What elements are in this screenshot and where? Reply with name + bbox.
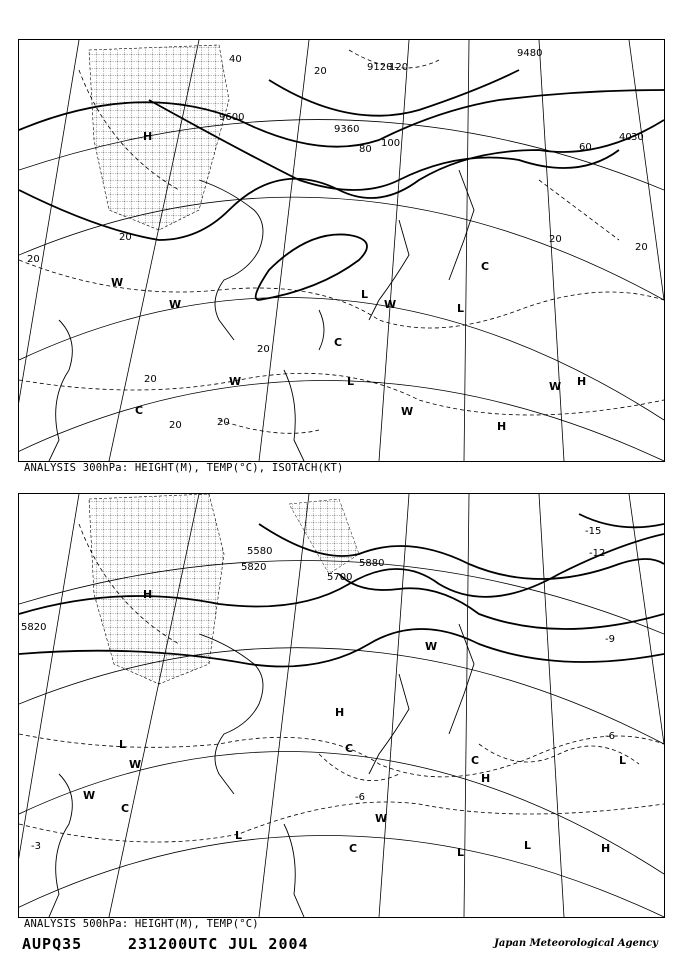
- contour-label: 20: [314, 66, 327, 77]
- contour-label: 20: [119, 232, 132, 243]
- warm-center: W: [169, 298, 182, 311]
- low-center: L: [361, 288, 369, 301]
- contour-label: 9480: [517, 48, 543, 59]
- map-500hpa-canvas: [19, 494, 664, 917]
- warm-center: W: [401, 405, 414, 418]
- contour-label: 20: [144, 374, 157, 385]
- low-center: L: [119, 738, 127, 751]
- low-center: L: [235, 829, 243, 842]
- cold-center: C: [345, 742, 354, 755]
- analysis-time: 231200UTC JUL 2004: [128, 935, 309, 953]
- agency-name: Japan Meteorological Agency: [494, 938, 658, 949]
- caption-300hpa: ANALYSIS 300hPa: HEIGHT(M), TEMP(°C), ISOTACH(KT): [24, 462, 344, 474]
- contour-label: -6: [605, 731, 615, 742]
- contour-label: 60: [579, 142, 592, 153]
- high-center: H: [601, 842, 611, 855]
- warm-center: W: [425, 640, 438, 653]
- bulletin-code: AUPQ35: [22, 935, 83, 953]
- contour-label: -3: [31, 841, 41, 852]
- contour-label: 100: [381, 138, 401, 149]
- analysis-300hpa-map: [18, 39, 665, 462]
- low-center: L: [619, 754, 627, 767]
- high-center: H: [143, 130, 153, 143]
- warm-center: W: [83, 789, 96, 802]
- warm-center: W: [111, 276, 124, 289]
- contour-label: 5820: [21, 622, 47, 633]
- hatched-region: [89, 494, 224, 684]
- high-center: H: [481, 772, 491, 785]
- cold-center: C: [135, 404, 144, 417]
- low-center: L: [347, 375, 355, 388]
- contour-label: 20: [169, 420, 182, 431]
- coastlines: [49, 624, 474, 917]
- warm-center: W: [549, 380, 562, 393]
- contour-label: 5700: [327, 572, 353, 583]
- contour-label: 9120: [367, 62, 393, 73]
- contour-label: 9360: [334, 124, 360, 135]
- warm-center: W: [229, 375, 242, 388]
- warm-center: W: [375, 812, 388, 825]
- contour-label: 40: [619, 132, 632, 143]
- contour-label: 80: [359, 144, 372, 155]
- cold-center: C: [481, 260, 490, 273]
- cold-center: C: [334, 336, 343, 349]
- contour-label: 20: [217, 417, 230, 428]
- warm-center: W: [384, 298, 397, 311]
- high-center: H: [335, 706, 345, 719]
- cold-center: C: [349, 842, 358, 855]
- contour-label: 5580: [247, 546, 273, 557]
- map-300hpa-canvas: [19, 40, 664, 461]
- contour-label: 20: [257, 344, 270, 355]
- contour-label: 9600: [219, 112, 245, 123]
- high-center: H: [497, 420, 507, 433]
- analysis-500hpa-map: [18, 493, 665, 918]
- contour-label: 30: [631, 132, 644, 143]
- contour-label: 120: [389, 62, 409, 73]
- cold-center: C: [471, 754, 480, 767]
- contour-label: -12: [589, 548, 606, 559]
- low-center: L: [524, 839, 532, 852]
- cold-center: C: [121, 802, 130, 815]
- contour-label: 20: [549, 234, 562, 245]
- low-center: L: [457, 302, 465, 315]
- caption-500hpa: ANALYSIS 500hPa: HEIGHT(M), TEMP(°C): [24, 918, 259, 930]
- contour-label: 40: [229, 54, 242, 65]
- contour-label: 20: [27, 254, 40, 265]
- hatched-region: [289, 499, 359, 574]
- warm-center: W: [129, 758, 142, 771]
- contour-label: -15: [585, 526, 602, 537]
- hatched-region: [89, 45, 229, 230]
- high-center: H: [143, 588, 153, 601]
- contour-label: 20: [635, 242, 648, 253]
- high-center: H: [577, 375, 587, 388]
- contour-label: 5880: [359, 558, 385, 569]
- low-center: L: [457, 846, 465, 859]
- contour-label: -6: [355, 792, 365, 803]
- contour-label: 5820: [241, 562, 267, 573]
- contour-label: -9: [605, 634, 615, 645]
